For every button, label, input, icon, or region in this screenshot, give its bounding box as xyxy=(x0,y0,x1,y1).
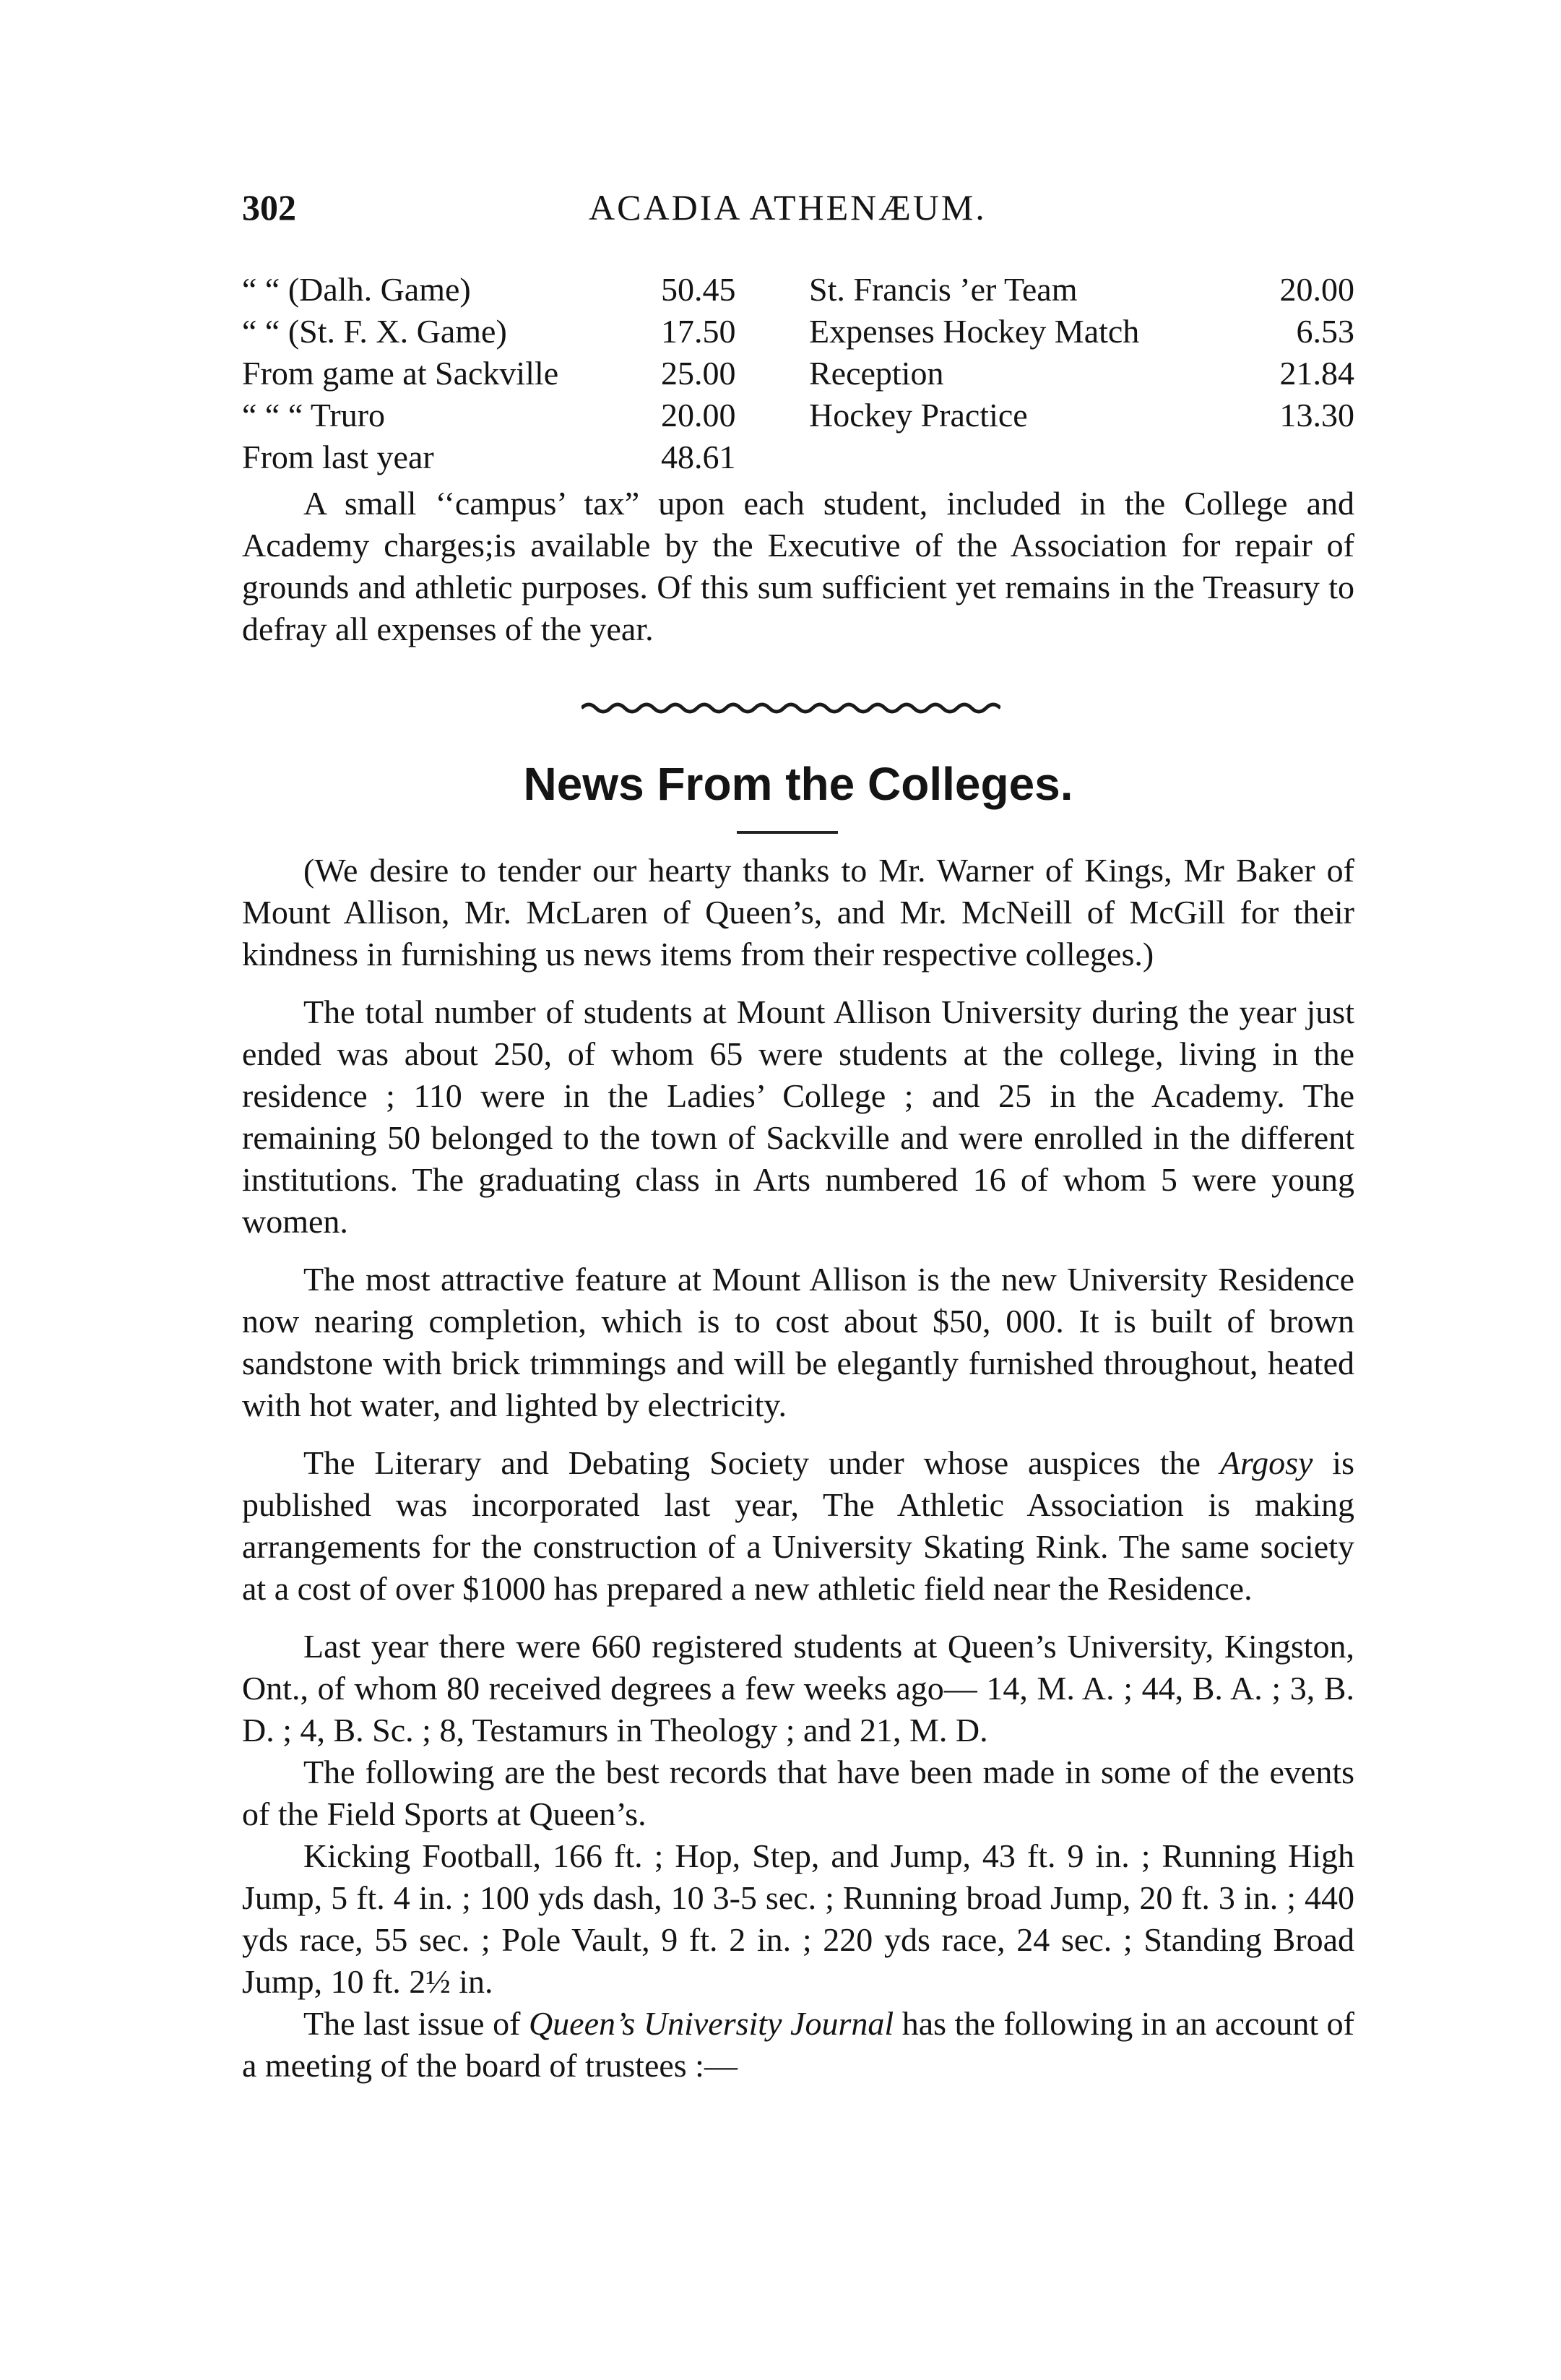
running-head xyxy=(242,186,1354,237)
account-amount: 20.00 xyxy=(661,397,736,434)
accounts-table xyxy=(242,269,1354,478)
account-row xyxy=(242,311,762,353)
literary-text-start: The Literary and Debating Society under whose auspices the xyxy=(303,1444,1220,1481)
section-heading: News From the Colleges. xyxy=(523,758,1073,810)
journal-title: ACADIA ATHENÆUM. xyxy=(589,187,987,228)
literary-text-end: is published was incorporated last year, The Athletic Association is making arrangements for the construction of a University Skating Rink. The same society at a cost of over $1000 has prepared a new athletic field near the Residence. xyxy=(242,1444,1354,1607)
queens-students-paragraph: Last year there were 660 registered students at Queen’s University, Kingston, Ont., of whom 80 received degrees a few weeks ago— 14, M. A. ; 44, B. A. ; 3, B. D. ; 4, B. Sc. ; 8, Testamurs in Theology ; and 21, M. D. xyxy=(242,1628,1354,1749)
attractive-feature-paragraph: The most attractive feature at Mount Allison is the new University Residence now nearing completion, which is to cost about $50, 000. It is built of brown sandstone with brick trimmings and will be elegantly furnished throughout, heated with hot water, and lighted by electricity. xyxy=(242,1261,1354,1423)
thanks-paragraph: (We desire to tender our hearty thanks to Mr. Warner of Kings, Mr Baker of Mount Allison, Mr. McLaren of Queen’s, and Mr. McNeill of McGill for their kindness in furnishing us news items from their respective colleges.) xyxy=(242,852,1354,973)
account-amount: 21.84 xyxy=(1279,355,1354,392)
total-students-paragraph: The total number of students at Mount Allison University during the year just ended was about 250, of whom 65 were students at the college, living in the residence ; 110 were in the Ladies’ College ; and 25 in the Academy. The remaining 50 belonged to the town of Sackville and were enrolled in the different institutions. The graduating class in Arts numbered 16 of whom 5 were young women. xyxy=(242,993,1354,1240)
account-row xyxy=(809,311,1354,353)
news-body xyxy=(242,850,1354,2087)
account-row xyxy=(242,353,762,394)
heading-rule xyxy=(737,831,838,834)
account-amount: 50.45 xyxy=(661,271,736,308)
account-row xyxy=(242,394,762,436)
journal-paragraph xyxy=(242,2003,1354,2087)
argosy-title: Argosy xyxy=(1219,1444,1313,1481)
literary-society-paragraph xyxy=(242,1442,1354,1610)
records-list-paragraph: Kicking Football, 166 ft. ; Hop, Step, and Jump, 43 ft. 9 in. ; Running High Jump, 5 ft. 4 in. ; 100 yds dash, 10 3-5 sec. ; Running broad Jump, 20 ft. 3 in. ; 440 yds race, 55 sec. ; Pole Vault, 9 ft. 2 in. ; 220 yds race, 24 sec. ; Standing Broad Jump, 10 ft. 2½ in. xyxy=(242,1837,1354,2000)
account-label: “ “ (Dalh. Game) xyxy=(242,271,471,308)
account-row xyxy=(809,394,1354,436)
account-amount: 25.00 xyxy=(661,355,736,392)
ornament-flourish-icon xyxy=(581,699,1000,717)
account-row xyxy=(242,269,762,311)
campus-tax-block xyxy=(242,483,1354,650)
account-amount: 17.50 xyxy=(661,313,736,350)
account-label: Expenses Hockey Match xyxy=(809,313,1140,350)
account-row xyxy=(242,436,762,478)
receipts-column xyxy=(242,269,762,478)
account-amount: 13.30 xyxy=(1279,397,1354,434)
account-amount: 6.53 xyxy=(1296,313,1354,350)
best-records-paragraph: The following are the best records that have been made in some of the events of the Field Sports at Queen’s. xyxy=(242,1754,1354,1832)
account-row xyxy=(809,269,1354,311)
page-number: 302 xyxy=(242,187,296,228)
account-amount: 48.61 xyxy=(661,439,736,475)
account-label: From last year xyxy=(242,439,434,475)
account-label: Reception xyxy=(809,355,944,392)
account-label: “ “ “ Truro xyxy=(242,397,386,434)
journal-text-end: has the following in an account of a meeting of the board of trustees :— xyxy=(242,2005,1354,2084)
ornament-divider xyxy=(581,697,1000,719)
account-row xyxy=(809,353,1354,394)
campus-tax-paragraph: A small ‘‘campus’ tax” upon each student, included in the College and Academy charges;is available by the Executive of the Association for repair of grounds and athletic purposes. Of this sum sufficient yet remains in the Treasury to defray all expenses of the year. xyxy=(242,485,1354,647)
account-label: “ “ (St. F. X. Game) xyxy=(242,313,507,350)
journal-text-start: The last issue of xyxy=(303,2005,529,2042)
account-amount: 20.00 xyxy=(1279,271,1354,308)
expenditures-column xyxy=(809,269,1354,436)
journal-name: Queen’s University Journal xyxy=(528,2005,894,2042)
account-label: St. Francis ’er Team xyxy=(809,271,1078,308)
account-label: From game at Sackville xyxy=(242,355,559,392)
account-label: Hockey Practice xyxy=(809,397,1028,434)
